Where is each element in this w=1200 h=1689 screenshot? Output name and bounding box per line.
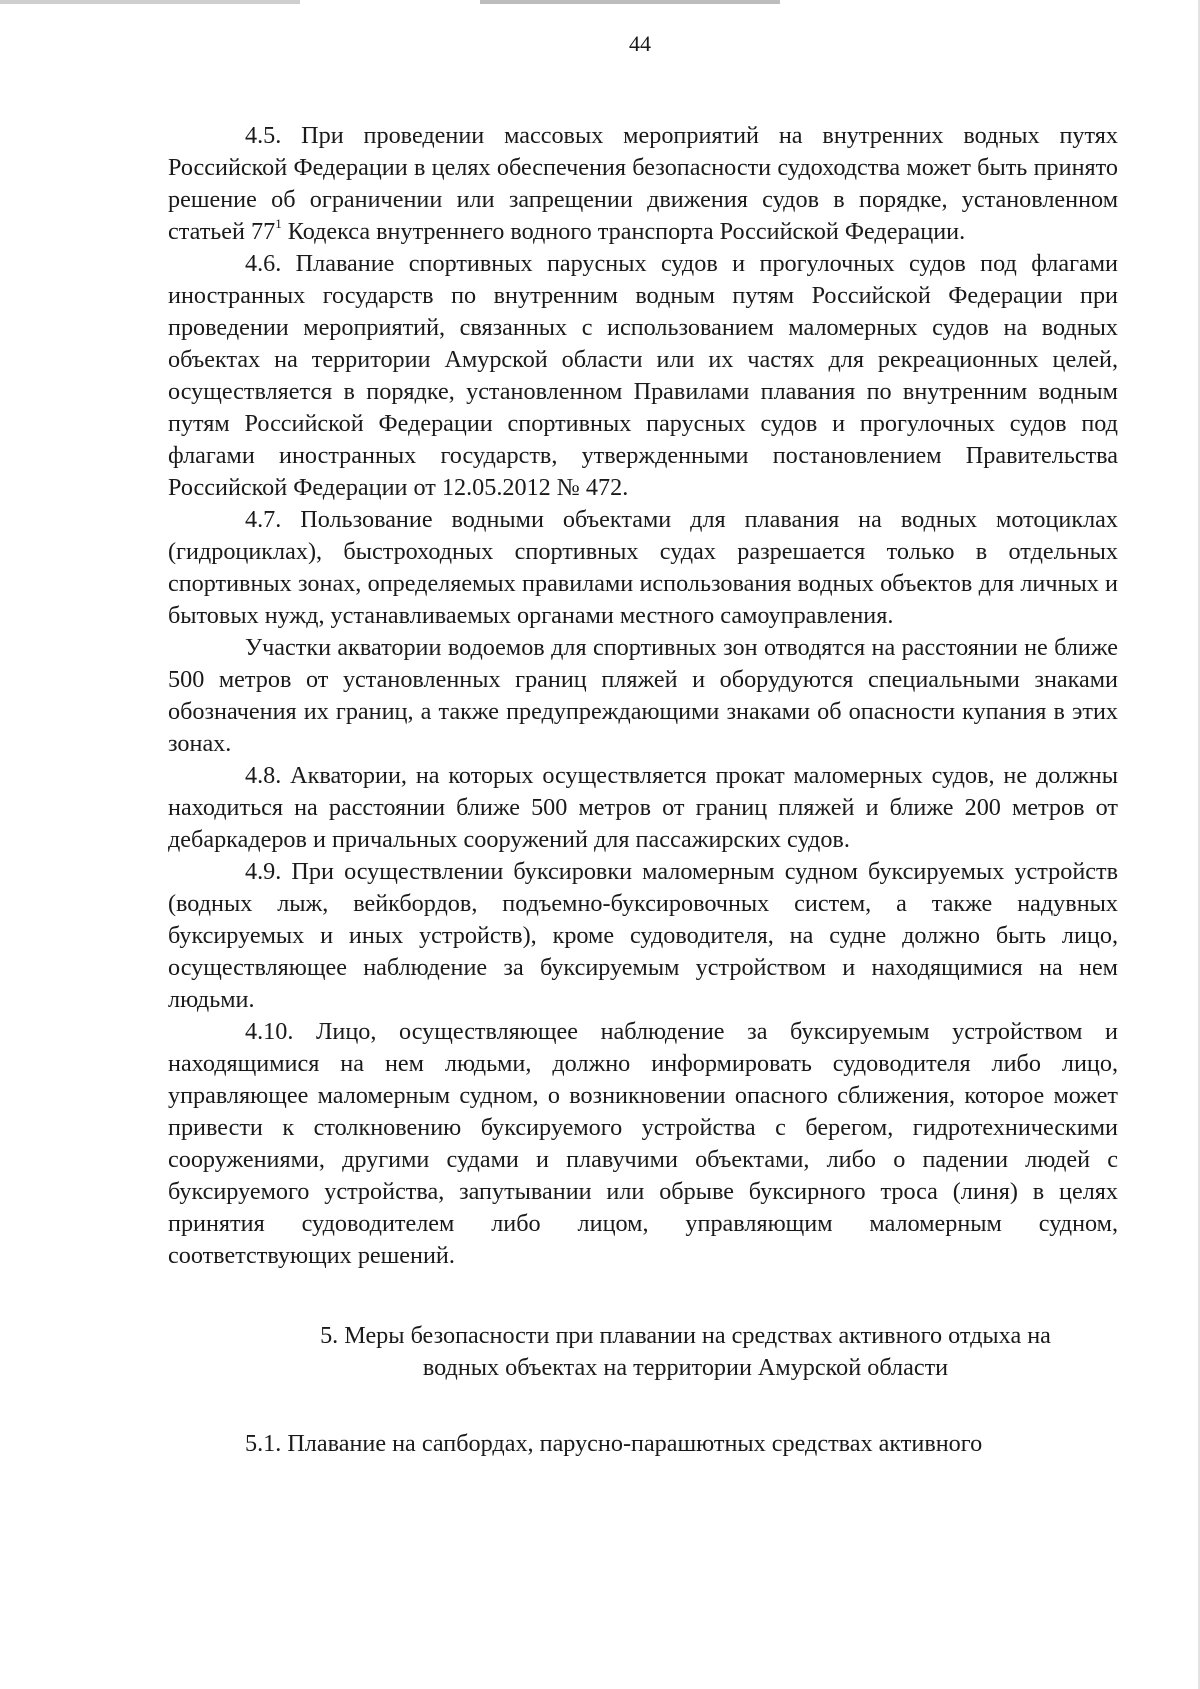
paragraph-4-5 [168, 120, 1118, 248]
page-number: 44 [629, 31, 651, 56]
paragraph-4-6: 4.6. Плавание спортивных парусных судов и прогулочных судов под флагами иностранных государств по внутренним водным путям Российской Федерации при проведении мероприятий, связанных с использованием маломерных судов на водных объектах на территории Амурской области или их частях для рекреационных целей, осуществляется в порядке, установленном Правилами плавания по внутренним водным путям Российской Федерации спортивных парусных судов и прогулочных судов под флагами иностранных государств, утвержденными постановлением Правительства Российской Федерации от 12.05.2012 № 472. [168, 250, 1118, 501]
section-heading [253, 1320, 1118, 1384]
paragraph-4-7: 4.7. Пользование водными объектами для плавания на водных мотоциклах (гидроциклах), быстроходных спортивных судах разрешается только в отдельных спортивных зонах, определяемых правилами использования водных объектов для личных и бытовых нужд, устанавливаемых органами местного самоуправления. [168, 506, 1118, 629]
paragraph-4-5-text-end: Кодекса внутреннего водного транспорта Российской Федерации. [281, 218, 966, 245]
paragraph-5-1: 5.1. Плавание на сапбордах, парусно-парашютных средствах активного [245, 1430, 983, 1457]
section-heading-line-1: 5. Меры безопасности при плавании на средствах активного отдыха на [320, 1322, 1051, 1349]
document-page [168, 28, 1118, 1460]
paragraph-4-8: 4.8. Акватории, на которых осуществляется прокат маломерных судов, не должны находиться на расстоянии ближе 500 метров от границ пляжей и ближе 200 метров от дебаркадеров и причальных сооружений для пассажирских судов. [168, 762, 1118, 853]
paragraph-4-10: 4.10. Лицо, осуществляющее наблюдение за буксируемым устройством и находящимися на нем людьми, должно информировать судоводителя либо лицо, управляющее маломерным судном, о возникновении опасного сближения, которое может привести к столкновению буксируемого устройства с берегом, гидротехническими сооружениями, другими судами и плавучими объектами, либо о падении людей с буксируемого устройства, запутывании или обрыве буксирного троса (линя) в целях принятия судоводителем либо лицом, управляющим маломерным судном, соответствующих решений. [168, 1018, 1118, 1269]
paragraph-sport-zones: Участки акватории водоемов для спортивных зон отводятся на расстоянии не ближе 500 метров от установленных границ пляжей и оборудуются специальными знаками обозначения их границ, а также предупреждающими знаками об опасности купания в этих зонах. [168, 634, 1118, 757]
footnote-superscript: 1 [275, 215, 282, 231]
section-heading-line-2: водных объектах на территории Амурской области [422, 1354, 949, 1381]
paragraph-4-5-text: 4.5. При проведении массовых мероприятий на внутренних водных путях Российской Федерации в целях обеспечения безопасности судоходства может быть принято решение об ограничении или запрещении движения судов в порядке, установленном статьей 77 [168, 122, 1118, 245]
scan-edge [0, 0, 1200, 4]
paragraph-4-9: 4.9. При осуществлении буксировки маломерным судном буксируемых устройств (водных лыж, вейкбордов, подъемно-буксировочных систем, а также надувных буксируемых и иных устройств), кроме судоводителя, на судне должно быть лицо, осуществляющее наблюдение за буксируемым устройством и находящимися на нем людьми. [168, 858, 1118, 1013]
